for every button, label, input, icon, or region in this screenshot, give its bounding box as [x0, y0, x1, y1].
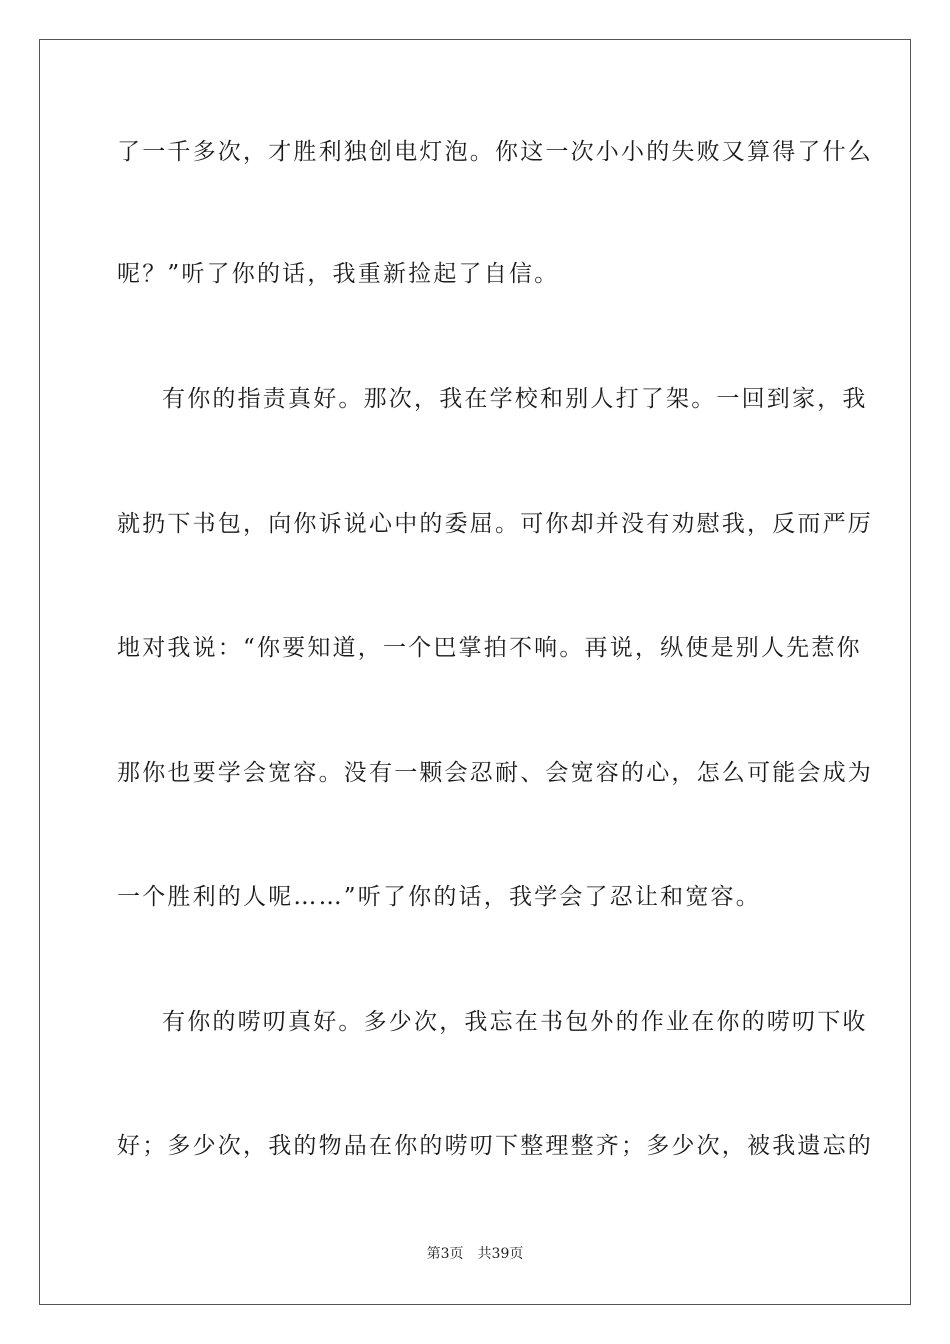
text-line-8: 有你的唠叨真好。多少次，我忘在书包外的作业在你的唠叨下收	[162, 1009, 868, 1035]
text-line-7: 一个胜利的人呢……”听了你的话，我学会了忍让和宽容。	[117, 884, 761, 910]
text-line-1: 了一千多次，才胜利独创电灯泡。你这一次小小的失败又算得了什么	[117, 139, 873, 165]
text-line-3: 有你的指责真好。那次，我在学校和别人打了架。一回到家，我	[162, 386, 868, 412]
page-border	[39, 39, 911, 1305]
text-line-6: 那你也要学会宽容。没有一颗会忍耐、会宽容的心，怎么可能会成为	[117, 760, 873, 786]
text-line-2: 呢？”听了你的话，我重新捡起了自信。	[117, 261, 560, 287]
page-footer	[0, 1244, 950, 1264]
page-number-total: 共39页	[477, 1246, 524, 1262]
text-line-9: 好；多少次，我的物品在你的唠叨下整理整齐；多少次，被我遗忘的	[117, 1133, 873, 1159]
text-line-5: 地对我说：“你要知道，一个巴掌拍不响。再说，纵使是别人先惹你	[117, 635, 862, 661]
text-line-4: 就扔下书包，向你诉说心中的委屈。可你却并没有劝慰我，反而严厉	[117, 511, 873, 537]
page-number-current: 第3页	[426, 1246, 464, 1262]
